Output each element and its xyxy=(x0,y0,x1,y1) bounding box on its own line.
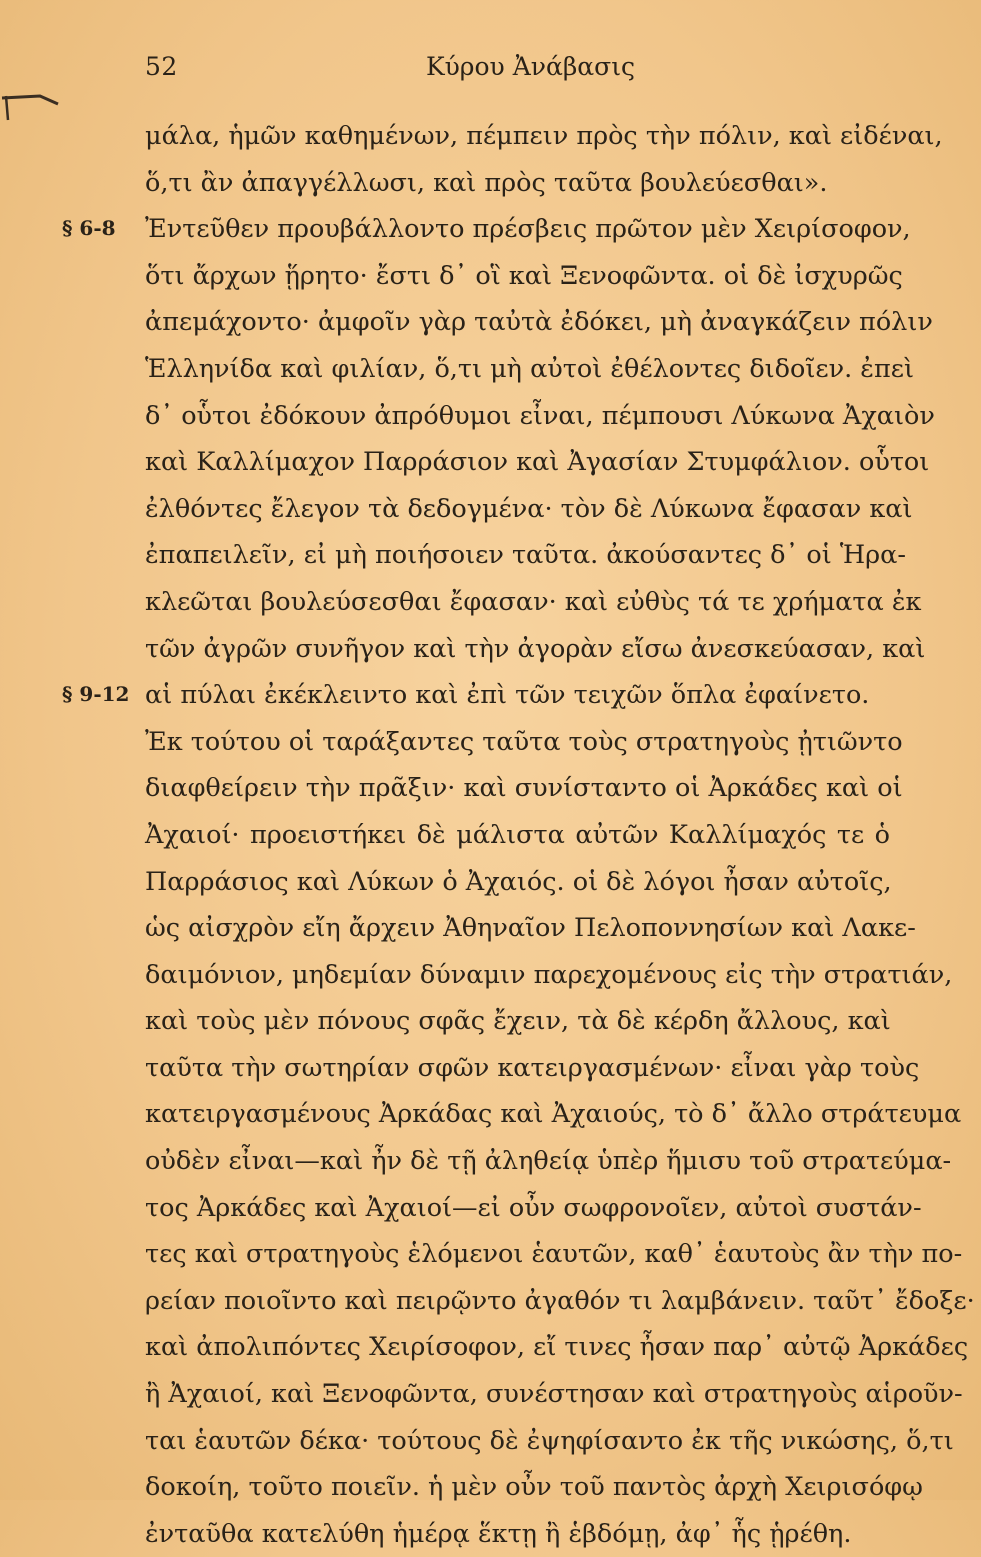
text-line: οὐδὲν εἶναι—καὶ ἦν δὲ τῇ ἀληθείᾳ ὑπὲρ ἥμισυ τοῦ στρατεύμα- xyxy=(145,1146,952,1177)
text-line: ὡς αἰσχρὸν εἴη ἄρχειν Ἀθηναῖον Πελοποννησίων καὶ Λακε- xyxy=(145,913,916,944)
text-line: καὶ ἀπολιπόντες Χειρίσοφον, εἴ τινες ἦσαν παρ᾽ αὐτῷ Ἀρκάδες xyxy=(145,1332,969,1363)
text-line: μάλα, ἡμῶν καθημένων, πέμπειν πρὸς τὴν πόλιν, καὶ εἰδέναι, xyxy=(145,121,943,151)
text-line: ἐπαπειλεῖν, εἰ μὴ ποιήσοιεν ταῦτα. ἀκούσαντες δ᾽ οἱ Ἡρα- xyxy=(145,540,906,571)
text-line: Παρράσιος καὶ Λύκων ὁ Ἀχαιός. οἱ δὲ λόγοι ἦσαν αὐτοῖς, xyxy=(145,866,892,897)
text-line: καὶ Καλλίμαχον Παρράσιον καὶ Ἀγασίαν Στυμφάλιον. οὗτοι xyxy=(145,447,930,478)
text-line: ἀπεμάχοντο· ἀμφοῖν γὰρ ταὐτὰ ἐδόκει, μὴ ἀναγκάζειν πόλιν xyxy=(145,307,933,338)
text-line: δοκοίη, τοῦτο ποιεῖν. ἡ μὲν οὖν τοῦ παντὸς ἀρχὴ Χειρισόφῳ xyxy=(145,1472,923,1503)
section-marker: § 6-8 xyxy=(62,216,116,241)
text-line: ὅτι ἄρχων ᾕρητο· ἔστι δ᾽ οἳ καὶ Ξενοφῶντα. οἱ δὲ ἰσχυρῶς xyxy=(145,260,903,291)
text-line: Ἑλληνίδα καὶ φιλίαν, ὅ,τι μὴ αὐτοὶ ἐθέλοντες διδοῖεν. ἐπεὶ xyxy=(145,353,914,384)
text-line: ἐνταῦθα κατελύθη ἡμέρᾳ ἕκτῃ ἢ ἑβδόμῃ, ἀφ᾽ ἧς ᾑρέθη. xyxy=(145,1518,852,1549)
text-line: καὶ τοὺς μὲν πόνους σφᾶς ἔχειν, τὰ δὲ κέρδη ἄλλους, καὶ xyxy=(145,1006,891,1037)
page-header xyxy=(0,52,981,92)
text-line: ἐλθόντες ἔλεγον τὰ δεδογμένα· τὸν δὲ Λύκωνα ἔφασαν καὶ xyxy=(145,493,913,524)
corner-ink-mark xyxy=(0,92,60,122)
text-line: τῶν ἀγρῶν συνῆγον καὶ τὴν ἀγορὰν εἴσω ἀνεσκεύασαν, καὶ xyxy=(145,633,926,664)
text-line: Ἐντεῦθεν προυβάλλοντο πρέσβεις πρῶτον μὲν Χειρίσοφον, xyxy=(145,214,911,245)
text-line: ὅ,τι ἂν ἀπαγγέλλωσι, καὶ πρὸς ταῦτα βουλεύεσθαι». xyxy=(145,167,828,198)
text-line: ἢ Ἀχαιοί, καὶ Ξενοφῶντα, συνέστησαν καὶ στρατηγοὺς αἱροῦν- xyxy=(145,1379,963,1410)
text-line: δ᾽ οὗτοι ἐδόκουν ἀπρόθυμοι εἶναι, πέμπουσι Λύκωνα Ἀχαιὸν xyxy=(145,400,935,431)
text-line: διαφθείρειν τὴν πρᾶξιν· καὶ συνίσταντο οἱ Ἀρκάδες καὶ οἱ xyxy=(145,773,903,804)
running-title: Κύρου Ἀνάβασις xyxy=(425,52,636,81)
text-line: Ἀχαιοί· προειστήκει δὲ μάλιστα αὐτῶν Καλλίμαχός τε ὁ xyxy=(145,819,890,850)
text-line: ταῦτα τὴν σωτηρίαν σφῶν κατειργασμένων· εἶναι γὰρ τοὺς xyxy=(145,1052,920,1083)
text-line: τες καὶ στρατηγοὺς ἑλόμενοι ἑαυτῶν, καθ᾽ ἑαυτοὺς ἂν τὴν πο- xyxy=(145,1239,963,1270)
text-line: ται ἑαυτῶν δέκα· τούτους δὲ ἐψηφίσαντο ἐκ τῆς νικώσης, ὅ,τι xyxy=(145,1425,954,1456)
section-marker: § 9-12 xyxy=(62,682,130,707)
text-line: κατειργασμένους Ἀρκάδας καὶ Ἀχαιούς, τὸ δ᾽ ἄλλο στράτευμα xyxy=(145,1099,962,1130)
text-line: δαιμόνιον, μηδεμίαν δύναμιν παρεχομένους εἰς τὴν στρατιάν, xyxy=(145,959,953,990)
text-line: αἱ πύλαι ἐκέκλειντο καὶ ἐπὶ τῶν τειχῶν ὅπλα ἐφαίνετο. xyxy=(145,680,870,711)
page-number: 52 xyxy=(145,52,178,81)
text-line: Ἐκ τούτου οἱ ταράξαντες ταῦτα τοὺς στρατηγοὺς ᾐτιῶντο xyxy=(145,726,903,757)
text-line: τος Ἀρκάδες καὶ Ἀχαιοί—εἰ οὖν σωφρονοῖεν, αὐτοὶ συστάν- xyxy=(145,1192,922,1223)
body-text xyxy=(145,113,975,1557)
text-line: κλεῶται βουλεύσεσθαι ἔφασαν· καὶ εὐθὺς τά τε χρήματα ἐκ xyxy=(145,586,922,617)
text-line: ρείαν ποιοῖντο καὶ πειρῷντο ἀγαθόν τι λαμβάνειν. ταῦτ᾽ ἔδοξε· xyxy=(145,1285,975,1316)
